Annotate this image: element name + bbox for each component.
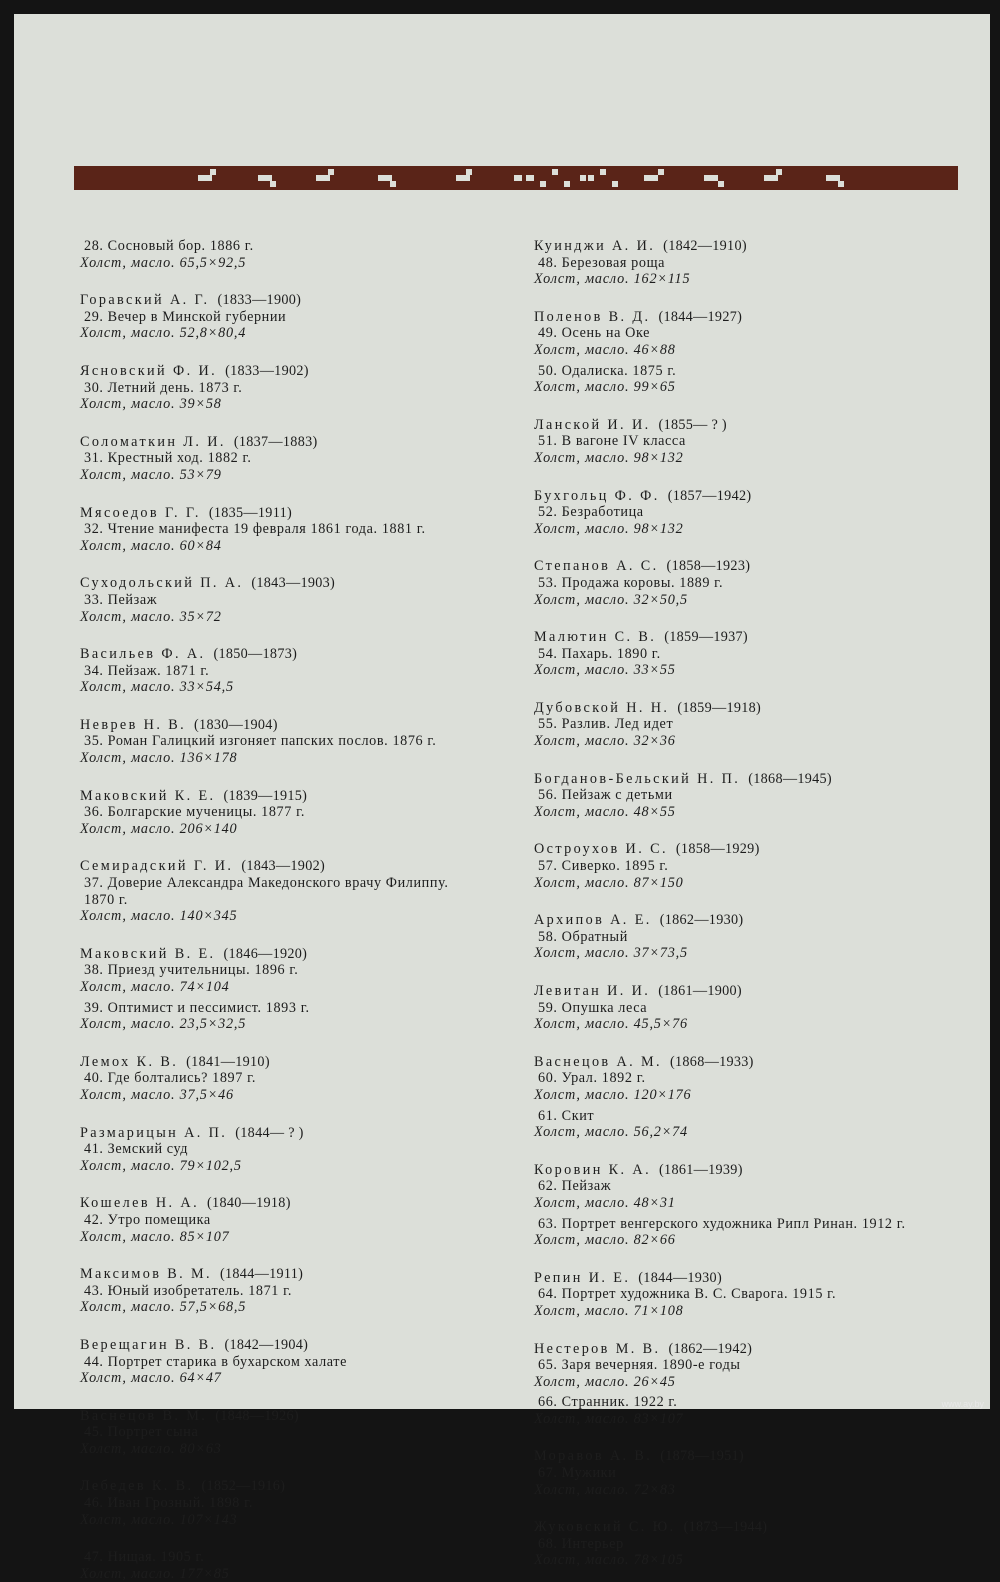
artist-label: Малютин С. В. (534, 629, 657, 646)
medium-dimensions: Холст, масло. 35×72 (80, 608, 222, 625)
work-title: 35. Роман Галицкий изгоняет папских послов. 1876 г. (84, 733, 437, 750)
artist-dates: (1850—1873) (213, 646, 298, 663)
medium-dimensions: Холст, масло. 72×83 (534, 1481, 676, 1498)
work-title: 28. Сосновый бор. 1886 г. (84, 238, 254, 254)
medium-dimensions: Холст, масло. 120×176 (534, 1086, 692, 1103)
artist-dates: (1841—1910) (186, 1053, 270, 1070)
artist-name (534, 629, 984, 646)
work-title: 39. Оптимист и пессимист. 1893 г. (84, 999, 310, 1016)
work-title: 37. Доверие Александра Македонского врачу Филиппу. (84, 875, 449, 892)
catalog-entry (80, 1125, 550, 1175)
artist-label: Ясновский Ф. И. (80, 362, 218, 379)
artist-dates: (1840—1918) (207, 1195, 291, 1212)
artist-name (80, 363, 550, 380)
catalog-entry (534, 1448, 984, 1498)
catalog-entry (80, 575, 550, 625)
catalog-entry (80, 1000, 550, 1033)
artist-name (534, 1341, 984, 1358)
artist-label: Семирадский Г. И. (80, 858, 234, 875)
medium-dimensions: Холст, масло. 140×345 (80, 908, 238, 925)
medium-dimensions: Холст, масло. 82×66 (534, 1232, 676, 1249)
artist-label: Верещагин В. В. (80, 1336, 217, 1353)
artist-dates: (1858—1929) (675, 841, 760, 858)
work-title: 50. Одалиска. 1875 г. (538, 362, 677, 379)
artist-name (534, 700, 984, 717)
artist-label: Левитан И. И. (534, 983, 651, 999)
artist-name (534, 1448, 984, 1465)
work-title: 52. Безработица (538, 504, 644, 521)
medium-dimensions: Холст, масло. 39×58 (80, 396, 222, 413)
work-title: 51. В вагоне IV класса (538, 433, 686, 450)
catalog-entry (534, 1054, 984, 1104)
artist-name (80, 946, 550, 963)
medium-dimensions: Холст, масло. 56,2×74 (534, 1124, 688, 1141)
artist-dates: (1862—1930) (659, 912, 744, 929)
artist-dates: (1842—1904) (224, 1336, 309, 1353)
catalog-entry (534, 771, 984, 821)
artist-label: Маковский В. Е. (80, 945, 216, 962)
artist-dates: (1859—1937) (664, 629, 748, 646)
artist-dates: (1833—1902) (225, 362, 309, 379)
work-title: 60. Урал. 1892 г. (538, 1070, 646, 1087)
artist-label: Архипов А. Е. (534, 912, 652, 929)
artist-name (80, 646, 550, 663)
work-title: 43. Юный изобретатель. 1871 г. (84, 1282, 293, 1299)
artist-name (80, 788, 550, 805)
catalog-entry (80, 505, 550, 555)
catalog-entry (80, 946, 550, 996)
medium-dimensions: Холст, масло. 23,5×32,5 (80, 1016, 247, 1033)
medium-dimensions: Холст, масло. 136×178 (80, 750, 238, 767)
artist-label: Размарицын А. П. (80, 1124, 228, 1141)
artist-dates: (1862—1942) (668, 1340, 753, 1357)
catalog-entry (534, 841, 984, 891)
work-title: 55. Разлив. Лед идет (538, 716, 674, 733)
medium-dimensions: Холст, масло. 33×54,5 (80, 679, 234, 696)
artist-dates: (1837—1883) (233, 433, 318, 450)
decorative-ornament-band (74, 166, 958, 190)
artist-name (534, 558, 984, 575)
medium-dimensions: Холст, масло. 98×132 (534, 520, 684, 537)
work-title: 40. Где болтались? 1897 г. (84, 1070, 257, 1087)
medium-dimensions: Холст, масло. 57,5×68,5 (80, 1299, 247, 1316)
artist-name (534, 309, 984, 326)
medium-dimensions: Холст, масло. 37,5×46 (80, 1086, 234, 1103)
artist-name (534, 238, 984, 255)
artist-label: Лемох К. В. (80, 1053, 179, 1070)
medium-dimensions: Холст, масло. 53×79 (80, 466, 222, 483)
catalog-entry (80, 292, 550, 342)
artist-name (534, 1162, 984, 1179)
artist-label: Суходольский П. А. (80, 575, 244, 592)
work-title: 61. Скит (538, 1107, 595, 1124)
work-title: 53. Продажа коровы. 1889 г. (538, 574, 724, 591)
medium-dimensions: Холст, масло. 99×65 (534, 379, 676, 396)
artist-name (534, 771, 984, 788)
artist-name (80, 1266, 550, 1283)
artist-label: Нестеров М. В. (534, 1340, 661, 1357)
artist-name (534, 983, 984, 1000)
artist-dates: (1839—1915) (223, 787, 308, 804)
artist-name (534, 841, 984, 858)
artist-label: Бухгольц Ф. Ф. (534, 487, 660, 504)
catalog-entry (534, 238, 984, 288)
artist-dates: (1858—1923) (666, 558, 751, 575)
medium-dimensions: Холст, масло. 32×50,5 (534, 591, 688, 608)
medium-dimensions: Холст, масло. 206×140 (80, 820, 238, 837)
work-title: 46. Иван Грозный. 1898 г. (84, 1495, 254, 1512)
artist-name (80, 1478, 550, 1495)
artist-label: Моравов А. В. (534, 1448, 653, 1465)
catalog-entry (534, 1216, 984, 1249)
catalog-entry (534, 1162, 984, 1212)
catalog-page (14, 14, 990, 1582)
work-title: 29. Вечер в Минской губернии (84, 308, 287, 325)
artist-label: Ланской И. И. (534, 416, 651, 433)
catalog-entry (534, 1519, 984, 1569)
medium-dimensions: Холст, масло. 71×108 (534, 1302, 684, 1319)
artist-dates: (1842—1910) (663, 238, 747, 254)
artist-dates: (1868—1933) (669, 1053, 754, 1070)
artist-label: Дубовской Н. Н. (534, 699, 670, 716)
artist-name (80, 1337, 550, 1354)
artist-dates: (1859—1918) (677, 699, 762, 716)
left-column (80, 238, 550, 1582)
artist-name (534, 1270, 984, 1287)
artist-dates: (1855— ? ) (658, 416, 727, 433)
work-title: 65. Заря вечерняя. 1890-е годы (538, 1357, 741, 1374)
artist-name (534, 912, 984, 929)
medium-dimensions: Холст, масло. 79×102,5 (80, 1157, 242, 1174)
work-title: 64. Портрет художника В. С. Сварога. 1915 г. (538, 1286, 837, 1303)
catalog-entry (534, 417, 984, 467)
artist-label: Богданов-Бельский Н. П. (534, 770, 741, 787)
artist-label: Максимов В. М. (80, 1266, 212, 1283)
catalog-entry (534, 363, 984, 396)
medium-dimensions: Холст, масло. 33×55 (534, 662, 676, 679)
work-title: 38. Приезд учительницы. 1896 г. (84, 962, 299, 979)
artist-label: Неврев Н. В. (80, 716, 187, 733)
work-title: 42. Утро помещика (84, 1211, 211, 1228)
catalog-entry (80, 238, 550, 271)
catalog-entry (80, 1054, 550, 1104)
catalog-entry (80, 1195, 550, 1245)
artist-dates: (1844—1911) (219, 1266, 304, 1283)
artist-dates: (1852—1916) (201, 1478, 286, 1495)
medium-dimensions: Холст, масло. 80×63 (80, 1440, 222, 1457)
artist-label: Горавский А. Г. (80, 292, 210, 309)
artist-name (80, 1054, 550, 1071)
catalog-entry (80, 646, 550, 696)
artist-label: Репин И. Е. (534, 1269, 631, 1286)
catalog-entry (80, 1549, 550, 1582)
artist-name (534, 1519, 984, 1536)
artist-label: Мясоедов Г. Г. (80, 504, 201, 521)
artist-name (80, 292, 550, 309)
catalog-entry (80, 1266, 550, 1316)
medium-dimensions: Холст, масло. 37×73,5 (534, 945, 688, 962)
medium-dimensions: Холст, масло. 162×115 (534, 271, 691, 288)
artist-label: Васильев Ф. А. (80, 646, 206, 663)
medium-dimensions: Холст, масло. 83×107 (534, 1410, 684, 1427)
artist-name (80, 717, 550, 734)
medium-dimensions: Холст, масло. 98×132 (534, 449, 684, 466)
artist-name (80, 434, 550, 451)
work-title: 58. Обратный (538, 928, 628, 945)
right-column (534, 238, 984, 1569)
work-title: 47. Нищая. 1905 г. (84, 1549, 205, 1566)
watermark: www.ay.by (941, 1399, 984, 1409)
artist-name (80, 1125, 550, 1142)
artist-dates: (1833—1900) (217, 292, 302, 309)
work-title: 62. Пейзаж (538, 1178, 612, 1195)
artist-label: Васнецов В. М. (80, 1407, 208, 1424)
artist-dates: (1857—1942) (667, 487, 752, 504)
catalog-entry (534, 1270, 984, 1320)
artist-dates: (1835—1911) (208, 504, 292, 521)
medium-dimensions: Холст, масло. 87×150 (534, 874, 684, 891)
artist-dates: (1844— ? ) (235, 1124, 304, 1141)
work-title: 54. Пахарь. 1890 г. (538, 645, 661, 662)
artist-dates: (1846—1920) (223, 945, 308, 962)
artist-label: Жуковский С. Ю. (534, 1519, 676, 1536)
medium-dimensions: Холст, масло. 65,5×92,5 (80, 254, 247, 271)
artist-name (80, 1408, 550, 1425)
medium-dimensions: Холст, масло. 64×47 (80, 1370, 222, 1387)
work-title: 67. Мужики (538, 1465, 617, 1482)
catalog-entry (80, 717, 550, 767)
work-title: 41. Земский суд (84, 1141, 189, 1158)
catalog-entry (534, 700, 984, 750)
work-title: 59. Опушка леса (538, 999, 648, 1016)
artist-label: Соломаткин Л. И. (80, 433, 226, 450)
artist-label: Маковский К. Е. (80, 787, 216, 804)
catalog-entry (80, 1478, 550, 1528)
artist-dates: (1830—1904) (194, 716, 278, 733)
artist-label: Коровин К. А. (534, 1161, 652, 1178)
medium-dimensions: Холст, масло. 48×55 (534, 803, 676, 820)
work-title: 57. Сиверко. 1895 г. (538, 858, 669, 875)
artist-name (80, 575, 550, 592)
work-title: 56. Пейзаж с детьми (538, 787, 673, 804)
work-title: 34. Пейзаж. 1871 г. (84, 662, 210, 679)
work-title: 63. Портрет венгерского художника Рипл Ринан. 1912 г. (538, 1215, 906, 1232)
medium-dimensions: Холст, масло. 85×107 (80, 1228, 230, 1245)
artist-label: Куинджи А. И. (534, 238, 656, 254)
medium-dimensions: Холст, масло. 46×88 (534, 341, 676, 358)
artist-name (534, 417, 984, 434)
artist-dates: (1844—1927) (658, 308, 743, 325)
artist-label: Лебедев К. В. (80, 1478, 194, 1495)
catalog-entry (80, 1337, 550, 1387)
artist-label: Васнецов А. М. (534, 1053, 662, 1070)
catalog-entry (534, 983, 984, 1033)
work-title: 32. Чтение манифеста 19 февраля 1861 года. 1881 г. (84, 521, 426, 538)
work-title: 68. Интерьер (538, 1535, 624, 1552)
medium-dimensions: Холст, масло. 45,5×76 (534, 1016, 688, 1033)
catalog-entry (80, 363, 550, 413)
catalog-entry (534, 1108, 984, 1141)
catalog-entry (80, 434, 550, 484)
artist-dates: (1868—1945) (748, 770, 832, 787)
work-title: 36. Болгарские мученицы. 1877 г. (84, 804, 306, 821)
work-title: 31. Крестный ход. 1882 г. (84, 450, 252, 467)
artist-name (534, 1054, 984, 1071)
medium-dimensions: Холст, масло. 74×104 (80, 979, 230, 995)
catalog-entry (534, 1341, 984, 1391)
artist-dates: (1861—1900) (658, 983, 742, 999)
artist-name (534, 488, 984, 505)
artist-label: Степанов А. С. (534, 558, 659, 575)
catalog-entry (534, 488, 984, 538)
work-title: 44. Портрет старика в бухарском халате (84, 1353, 347, 1370)
artist-dates: (1843—1903) (251, 575, 336, 592)
artist-label: Поленов В. Д. (534, 308, 651, 325)
artist-name (80, 1195, 550, 1212)
medium-dimensions: Холст, масло. 177×85 (80, 1565, 230, 1582)
artist-label: Остроухов И. С. (534, 841, 668, 858)
medium-dimensions: Холст, масло. 107×143 (80, 1511, 238, 1528)
catalog-entry (80, 788, 550, 838)
work-title: 33. Пейзаж (84, 591, 158, 608)
work-title: 48. Березовая роща (538, 254, 665, 271)
artist-label: Кошелев Н. А. (80, 1195, 200, 1212)
medium-dimensions: Холст, масло. 78×105 (534, 1552, 684, 1569)
work-title: 30. Летний день. 1873 г. (84, 379, 243, 396)
catalog-entry (534, 629, 984, 679)
medium-dimensions: Холст, масло. 52,8×80,4 (80, 325, 247, 342)
artist-dates: (1861—1939) (659, 1161, 743, 1178)
work-title: 1870 г. (84, 891, 128, 908)
artist-name (80, 505, 550, 522)
work-title: 66. Странник. 1922 г. (538, 1394, 678, 1411)
artist-dates: (1873—1944) (683, 1519, 768, 1536)
medium-dimensions: Холст, масло. 32×36 (534, 733, 676, 750)
catalog-entry (80, 1408, 550, 1458)
artist-dates: (1844—1930) (638, 1269, 722, 1286)
medium-dimensions: Холст, масло. 60×84 (80, 537, 222, 554)
medium-dimensions: Холст, масло. 26×45 (534, 1373, 676, 1390)
work-title: 49. Осень на Оке (538, 325, 651, 342)
artist-dates: (1848—1926) (215, 1407, 299, 1424)
artist-dates: (1843—1902) (241, 858, 326, 875)
catalog-entry (80, 858, 550, 924)
catalog-entry (534, 1394, 984, 1427)
catalog-entry (534, 309, 984, 359)
work-title: 45. Портрет сына (84, 1424, 199, 1441)
medium-dimensions: Холст, масло. 48×31 (534, 1194, 676, 1211)
artist-dates: (1878—1951) (660, 1448, 744, 1465)
artist-name (80, 858, 550, 875)
catalog-entry (534, 558, 984, 608)
catalog-entry (534, 912, 984, 962)
